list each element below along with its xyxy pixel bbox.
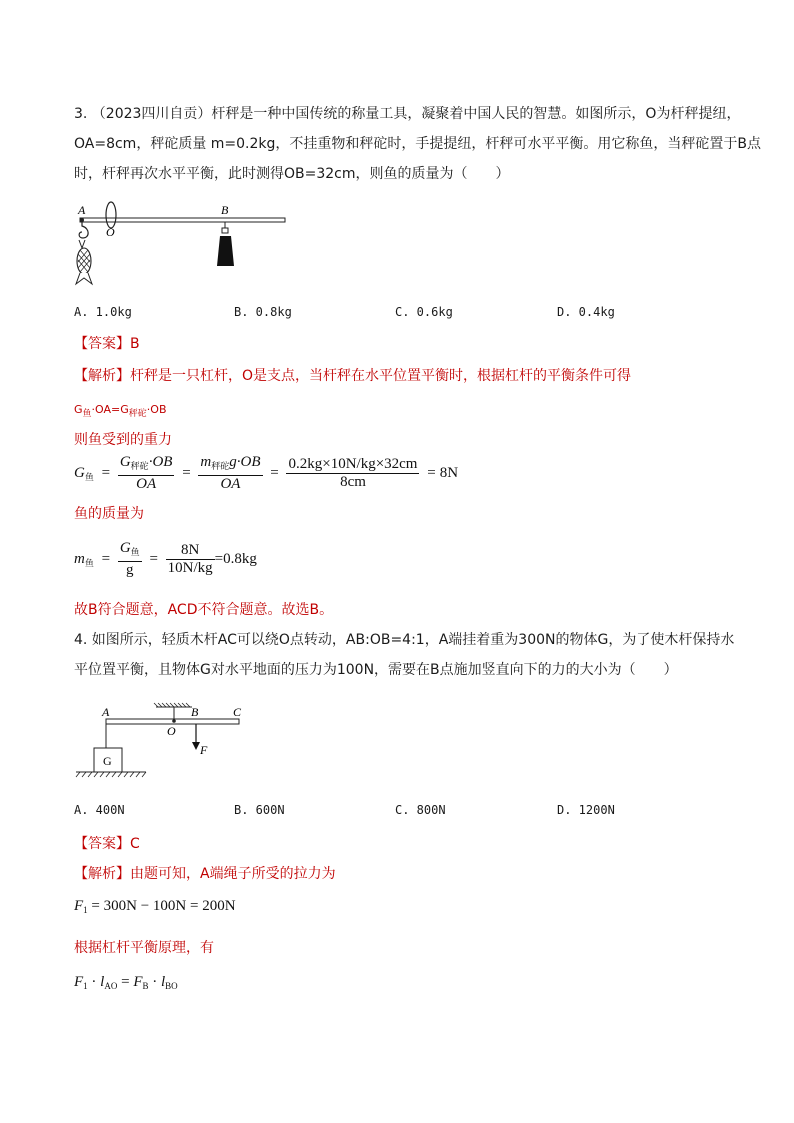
- q3-stem-line-2: OA=8cm，秤砣质量 m=0.2kg，不挂重物和秤砣时，手提提纽，杆秤可水平平衡。用它称鱼，当秤砣置于B点: [74, 136, 762, 152]
- label-O: O: [106, 225, 115, 239]
- label-O: O: [167, 724, 176, 738]
- fish-icon: [76, 240, 92, 284]
- q4-option-b: B. 600N: [234, 803, 285, 817]
- analysis-tag: 【解析】: [74, 368, 130, 384]
- q3-option-d: D. 0.4kg: [557, 305, 615, 319]
- q3-option-b: B. 0.8kg: [234, 305, 292, 319]
- label-A: A: [102, 705, 110, 719]
- hook: [79, 222, 88, 238]
- analysis-text: 由题可知，A端绳子所受的拉力为: [130, 866, 336, 882]
- analysis-text: 杆秤是一只杠杆，O是支点，当杆秤在水平位置平衡时，根据杠杆的平衡条件可得: [130, 368, 632, 384]
- label-F: F: [200, 743, 208, 757]
- q3-answer: [74, 334, 140, 354]
- q3-option-a: A. 1.0kg: [74, 305, 132, 319]
- q4-stem-line-2: 平位置平衡，且物体G对水平地面的压力为100N，需要在B点施加竖直向下的力的大小为（ ）: [74, 662, 678, 678]
- q4-answer: [74, 834, 140, 854]
- q4-option-d: D. 1200N: [557, 803, 615, 817]
- force-arrow: [192, 742, 200, 750]
- answer-value: B: [130, 336, 140, 352]
- label-C: C: [233, 705, 242, 719]
- q4-principle: 根据杠杆平衡原理，有: [74, 940, 214, 956]
- q4-stem-line-1: 4. 如图所示，轻质木杆AC可以绕O点转动，AB:OB=4:1，A端挂着重为300N的物体G，为了使木杆保持水: [74, 632, 735, 648]
- label-B: B: [191, 705, 199, 719]
- q3-mass-equation: $m_鱼$ = $\frac{G_鱼}{g}$ = $\frac{8N}{10N/kg}$ =0.8kg: [74, 540, 257, 578]
- label-B: B: [221, 203, 229, 217]
- counterweight: [217, 236, 234, 266]
- lever-figure: [70, 700, 260, 784]
- svg-text:G: G: [103, 754, 112, 768]
- q3-stem-line-1: 3. （2023四川自贡）杆秤是一种中国传统的称量工具，凝聚着中国人民的智慧。如图所示，O为杆秤提纽，: [74, 106, 741, 122]
- q3-conclusion: 故B符合题意，ACD不符合题意。故选B。: [74, 602, 334, 618]
- answer-tag: 【答案】: [74, 336, 130, 352]
- label-A: A: [78, 203, 86, 217]
- q4-option-c: C. 800N: [395, 803, 446, 817]
- q4-force-equation: $F_1 = 300N - 100N = 200N$: [74, 898, 236, 915]
- q4-balance-equation: $F_1 \cdot l_{AO} = F_B \cdot l_{BO}$: [74, 974, 178, 991]
- steelyard-figure: [70, 196, 292, 292]
- q3-mass-label: 鱼的质量为: [74, 506, 144, 522]
- answer-value: C: [130, 836, 140, 852]
- steelyard-beam: [80, 218, 285, 222]
- q3-option-c: C. 0.6kg: [395, 305, 453, 319]
- q4-option-a: A. 400N: [74, 803, 125, 817]
- q4-analysis: [74, 864, 336, 884]
- analysis-tag: 【解析】: [74, 866, 130, 882]
- q3-analysis: [74, 366, 631, 386]
- q3-gravity-label: 则鱼受到的重力: [74, 432, 172, 448]
- q3-stem-line-3: 时，杆秤再次水平平衡，此时测得OB=32cm，则鱼的质量为（ ）: [74, 166, 510, 182]
- q3-gravity-equation: $G_鱼$ = $\frac{G_{秤砣}\cdot OB}{OA}$ = $\frac{m_{秤砣}g\cdot OB}{OA}$ = $\frac{0.2kg\times 10N/kg\times 32cm}{8cm}$ = 8N: [74, 454, 459, 492]
- q3-balance-condition: $G_鱼\cdot OA=G_{秤砣}\cdot OB$: [74, 403, 167, 419]
- answer-tag: 【答案】: [74, 836, 130, 852]
